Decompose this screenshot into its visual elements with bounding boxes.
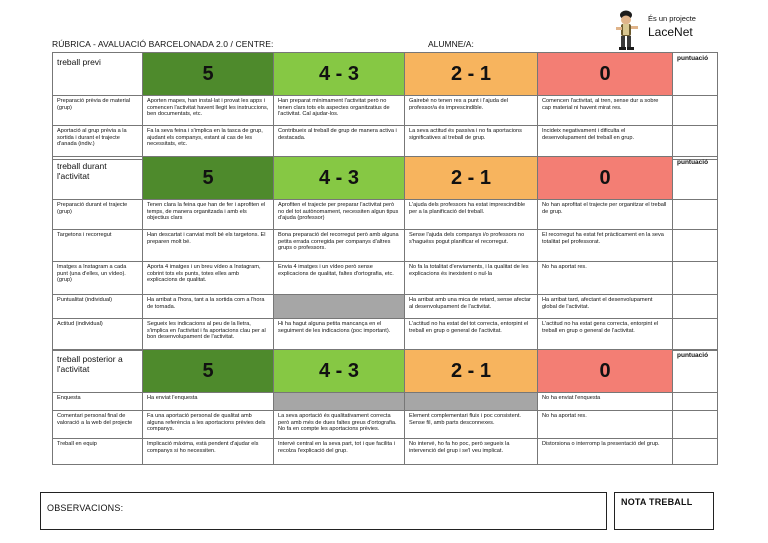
section-title: treball posterior a l'activitat [53,350,143,393]
points-cell[interactable] [673,262,718,295]
student-label: ALUMNE/A: [428,39,474,49]
points-header: puntuació [673,53,718,96]
descriptor-2-1-cell: Ha arribat amb una mica de retard, sense afectar al desenvolupament de l'activitat. [405,295,538,319]
descriptor-0-cell: No ha aportat res. [538,262,673,295]
criterion-cell: Imatges a Instagram a cada punt (una d'elles, un vídeo). (grup) [53,262,143,295]
descriptor-4-3-cell: Bona preparació del recorregut però amb alguna petita errada corregida per companys d'altres grups o professors. [274,230,405,262]
descriptor-5-cell: Aporten mapes, han instal·lat i provat les apps i comencen l'activitat havent llegit les instruccions, ben documentats, etc. [143,96,274,126]
lacenet-mascot-icon [611,8,645,52]
score-0-header: 0 [538,157,673,200]
descriptor-0-cell: Incideix negativament i dificulta el desenvolupament del treball en grup. [538,126,673,160]
descriptor-5-cell: Fa una aportació personal de qualitat amb alguna referència a les aportacions prèvies dels companys. [143,411,274,439]
score-0-header: 0 [538,350,673,393]
descriptor-5-cell: Aporta 4 imatges i un breu vídeo a Instagram, cobrint tots els punts, totes elles amb explicacions de qualitat. [143,262,274,295]
observations-label: OBSERVACIONS: [47,503,124,513]
descriptor-0-cell: No ha enviat l'enquesta [538,393,673,411]
criterion-cell: Comentari personal final de valoració a la web del projecte [53,411,143,439]
descriptor-2-1-cell: No intervé, ho fa ho poc, però segueix la intervenció del grup i se'l veu implicat. [405,439,538,465]
descriptor-5-cell: Fa la seva feina i s'implica en la tasca de grup, ajudant els companys, estant al cas de les necessitats, etc. [143,126,274,160]
table-row [53,96,718,126]
score-5-header: 5 [143,350,274,393]
descriptor-0-cell: No han aprofitat el trajecte per organitzar el treball de grup. [538,200,673,230]
not-applicable-cell [405,393,538,411]
table-row [53,200,718,230]
criterion-cell: Treball en equip [53,439,143,465]
descriptor-0-cell: Comencen l'activitat, al tren, sense dur a sobre cap material ni havent mirat res. [538,96,673,126]
criterion-cell: Preparació prèvia de material (grup) [53,96,143,126]
descriptor-2-1-cell: Element complementari fluix i poc consistent. Sense fil, amb parts desconnexes. [405,411,538,439]
descriptor-2-1-cell: La seva actitud és passiva i no fa aportacions significatives al treball de grup. [405,126,538,160]
descriptor-4-3-cell: Contribueix al treball de grup de manera activa i destacada. [274,126,405,160]
descriptor-0-cell: L'actitud no ha estat gens correcta, entorpint el treball en grup o general de l'activitat. [538,319,673,351]
criterion-cell: Actitud (individual) [53,319,143,351]
descriptor-5-cell: Segueix les indicacions al peu de la lletra, s'implica en l'activitat i fa aportacions clau per al bon desenvolupament de l'activitat. [143,319,274,351]
score-2-1-header: 2 - 1 [405,157,538,200]
rubric-section-previ [52,52,718,160]
descriptor-4-3-cell: Envia 4 imatges i un vídeo però sense explicacions de qualitat, faltes d'ortografia, etc. [274,262,405,295]
grade-label: NOTA TREBALL [621,497,693,507]
descriptor-2-1-cell: No fa la totalitat d'enviaments, i la qualitat de les explicacions és inexistent o nul·la [405,262,538,295]
descriptor-4-3-cell: Aprofiten el trajecte per preparar l'activitat però no del tot autònomament, necessiten algun tipus d'ajuda (professor) [274,200,405,230]
section-title: treball previ [53,53,143,96]
criterion-cell: Puntualitat (individual) [53,295,143,319]
criterion-cell: Enquesta [53,393,143,411]
descriptor-4-3-cell: Han preparat mínimament l'activitat però no tenen clars tots els aspectes organitzatius de l'activitat. Cal ajudar-los. [274,96,405,126]
table-row [53,230,718,262]
score-5-header: 5 [143,157,274,200]
not-applicable-cell [274,295,405,319]
descriptor-4-3-cell: La seva aportació és qualitativament correcta però amb més de dues faltes greus d'ortografia. No fa en compte les aportacions prèvies. [274,411,405,439]
score-0-header: 0 [538,53,673,96]
points-cell[interactable] [673,319,718,351]
rubric-section-durant [52,156,718,351]
section-title: treball durant l'activitat [53,157,143,200]
rubric-title: RÚBRICA - AVALUACIÓ BARCELONADA 2.0 / CENTRE: [52,39,274,49]
points-header: puntuació [673,157,718,200]
criterion-cell: Aportació al grup prèvia a la sortida i durant el trajecte d'anada (indiv.) [53,126,143,160]
table-row [53,262,718,295]
descriptor-0-cell: Ha arribat tard, afectant el desenvolupament global de l'activitat. [538,295,673,319]
score-4-3-header: 4 - 3 [274,53,405,96]
table-row [53,393,718,411]
points-header: puntuació [673,350,718,393]
descriptor-4-3-cell: Hi ha hagut alguna petita mancança en el seguiment de les indicacions (poc important). [274,319,405,351]
table-row [53,295,718,319]
table-row [53,319,718,351]
brand-name: LaceNet [648,25,693,39]
score-4-3-header: 4 - 3 [274,350,405,393]
points-cell[interactable] [673,96,718,126]
descriptor-0-cell: No ha aportat res. [538,411,673,439]
brand-tagline: És un projecte [648,14,696,23]
descriptor-0-cell: El recorregut ha estat fet pràcticament en la seva totalitat pel professorat. [538,230,673,262]
table-row [53,411,718,439]
score-4-3-header: 4 - 3 [274,157,405,200]
descriptor-2-1-cell: Gairebé no tenen res a punt i l'ajuda del professor/a és imprescindible. [405,96,538,126]
descriptor-5-cell: Ha enviat l'enquesta [143,393,274,411]
criterion-cell: Targetons i recorregut [53,230,143,262]
points-cell[interactable] [673,411,718,439]
score-2-1-header: 2 - 1 [405,350,538,393]
observations-box[interactable] [40,492,607,530]
descriptor-5-cell: Implicació màxima, està pendent d'ajudar els companys si ho necessiten. [143,439,274,465]
score-2-1-header: 2 - 1 [405,53,538,96]
table-row [53,126,718,160]
descriptor-5-cell: Han descartat i canviat molt bé els targetons. El preparen molt bé. [143,230,274,262]
descriptor-4-3-cell: Intervé central en la seva part, tot i que facilita i recolza l'explicació del grup. [274,439,405,465]
descriptor-2-1-cell: Sense l'ajuda dels companys i/o professors no s'haguéss pogut planificar el recorregut. [405,230,538,262]
points-cell[interactable] [673,295,718,319]
descriptor-5-cell: Ha arribat a l'hora, tant a la sortida com a l'hora de tornada. [143,295,274,319]
descriptor-2-1-cell: L'actitud no ha estat del tot correcta, entorpint el treball en grup o general de l'activitat. [405,319,538,351]
rubric-section-posterior [52,349,718,465]
descriptor-0-cell: Distorsiona o interromp la presentació del grup. [538,439,673,465]
score-5-header: 5 [143,53,274,96]
descriptor-2-1-cell: L'ajuda dels professors ha estat imprescindible per a la planificació del treball. [405,200,538,230]
table-row [53,439,718,465]
points-cell[interactable] [673,126,718,160]
points-cell[interactable] [673,200,718,230]
points-cell[interactable] [673,439,718,465]
not-applicable-cell [274,393,405,411]
criterion-cell: Preparació durant el trajecte (grup) [53,200,143,230]
points-cell[interactable] [673,230,718,262]
points-cell[interactable] [673,393,718,411]
descriptor-5-cell: Tenen clara la feina que han de fer i aprofiten el temps, de manera organitzada i amb els objectius clars [143,200,274,230]
